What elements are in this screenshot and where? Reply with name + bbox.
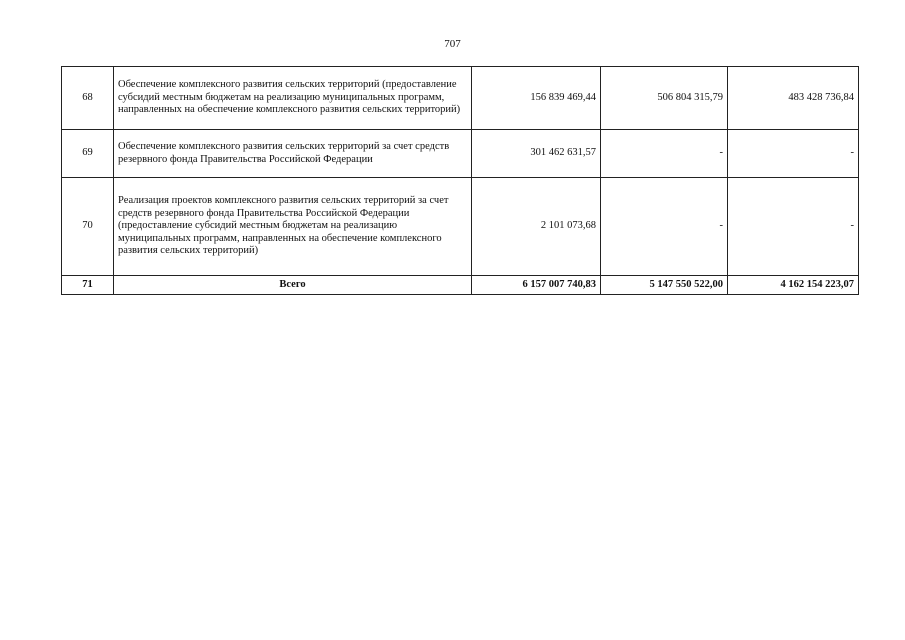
row-value-1: 301 462 631,57 — [472, 130, 601, 178]
row-description: Обеспечение комплексного развития сельских территорий за счет средств резервного фонда Правительства Российской Федерации — [114, 130, 472, 178]
row-value-2: 506 804 315,79 — [601, 67, 728, 130]
row-value-1: 2 101 073,68 — [472, 178, 601, 276]
row-value-3: 483 428 736,84 — [728, 67, 859, 130]
row-description: Обеспечение комплексного развития сельских территорий (предоставление субсидий местным бюджетам на реализацию муниципальных программ, направленных на обеспечение комплексного развития сельских территорий) — [114, 67, 472, 130]
row-value-3: - — [728, 130, 859, 178]
budget-table — [61, 66, 859, 295]
total-number: 71 — [62, 276, 114, 295]
row-value-2: - — [601, 178, 728, 276]
table-row — [62, 130, 859, 178]
table-row — [62, 178, 859, 276]
total-row — [62, 276, 859, 295]
total-label: Всего — [114, 276, 472, 295]
row-value-2: - — [601, 130, 728, 178]
table-row — [62, 67, 859, 130]
row-number: 70 — [62, 178, 114, 276]
page-number: 707 — [444, 38, 461, 50]
row-value-3: - — [728, 178, 859, 276]
total-value-2: 5 147 550 522,00 — [601, 276, 728, 295]
total-value-3: 4 162 154 223,07 — [728, 276, 859, 295]
row-number: 68 — [62, 67, 114, 130]
row-number: 69 — [62, 130, 114, 178]
row-value-1: 156 839 469,44 — [472, 67, 601, 130]
total-value-1: 6 157 007 740,83 — [472, 276, 601, 295]
row-description: Реализация проектов комплексного развития сельских территорий за счет средств резервного фонда Правительства Российской Федерации (предоставление субсидий местным бюджетам на реализацию муниципальных программ, направленных на обеспечение комплексного развития сельских территорий) — [114, 178, 472, 276]
